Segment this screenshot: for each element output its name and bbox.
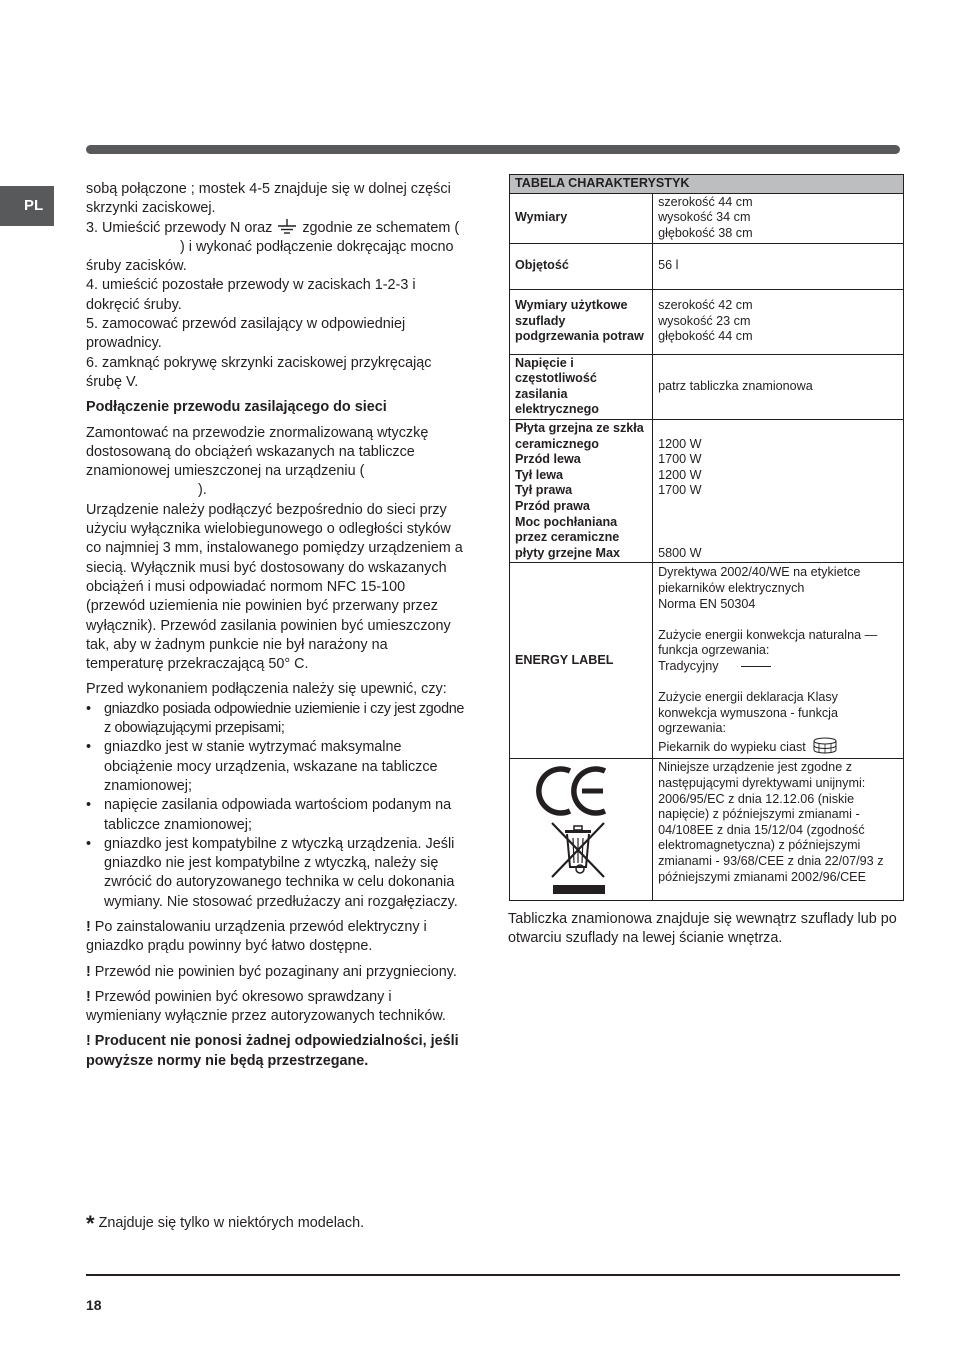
paragraph-5: 6. zamknąć pokrywę skrzynki zaciskowej przykręcając śrubę V. — [86, 354, 432, 390]
marks-cell — [510, 759, 653, 901]
row-value: szerokość 42 cm wysokość 23 cm głębokość 44 cm — [653, 289, 904, 354]
row-label: ENERGY LABEL — [510, 563, 653, 759]
table-row — [510, 289, 904, 354]
row-label: Objętość — [510, 243, 653, 289]
row-label: Wymiary — [510, 193, 653, 243]
table-title: TABELA CHARAKTERYSTYK — [510, 175, 904, 194]
warning-2: ! Przewód nie powinien być pozaginany ani przygnieciony. — [86, 963, 457, 980]
row-label: Płyta grzejna ze szkła ceramicznego Przód lewa Tył lewa Tył prawa Przód prawa Moc pochłaniana przez ceramiczne płyty grzejne Max — [510, 419, 653, 562]
page-number: 18 — [86, 1297, 102, 1313]
table-row — [510, 193, 904, 243]
table-row — [510, 243, 904, 289]
cake-icon — [812, 737, 838, 755]
table-row-compliance — [510, 759, 904, 901]
paragraph-6: Zamontować na przewodzie znormalizowaną wtyczkę dostosowaną do obciążeń wskazanych na tabliczce znamionowej umieszczonej na urządzeniu ( ). — [86, 424, 429, 499]
section-heading: Podłączenie przewodu zasilającego do sieci — [86, 399, 387, 416]
language-tab: PL — [0, 186, 54, 226]
table-row-hob — [510, 419, 904, 562]
paragraph-8: Przed wykonaniem podłączenia należy się upewnić, czy: — [86, 681, 447, 698]
left-column — [86, 180, 466, 1071]
row-label: Napięcie i częstotliwość zasilania elektrycznego — [510, 354, 653, 419]
row-value: szerokość 44 cm wysokość 34 cm głębokość 38 cm — [653, 193, 904, 243]
list-item: • gniazdko jest kompatybilne z wtyczką urządzenia. Jeśli gniazdko nie jest kompatybilne z wtyczką, należy się zwrócić do autoryzowanego technika w celu dokonania wymiany. Nie stosować przedłużaczy ani rozgałęziaczy. — [86, 835, 466, 912]
row-value: 1200 W 1700 W 1200 W 1700 W 5800 W — [653, 419, 904, 562]
footnote: * Znajduje się tylko w niektórych modelach. — [86, 1211, 365, 1236]
paragraph-7: Urządzenie należy podłączyć bezpośrednio do sieci przy użyciu wyłącznika wielobiegunowego o odległości styków co najmniej 3 mm, instalowanego pomiędzy urządzeniem a siecią. Wyłącznik musi być dostosowany do wskazanych obciążeń i musi odpowiadać normom NFC 15-100 (przewód uziemienia nie powinien być przerwany przez wyłącznik). Przewód zasilania powinien być umieszczony tak, aby w żadnym punkcie nie był narażony na temperaturę przekraczającą 50° C. — [86, 501, 463, 673]
weee-bin-icon — [548, 819, 610, 897]
specifications-table — [509, 174, 904, 901]
list-item: • gniazdko posiada odpowiednie uziemienie i czy jest zgodne z obowiązującymi przepisami; — [86, 700, 466, 739]
list-item: • napięcie zasilania odpowiada wartościom podanym na tabliczce znamionowej; — [86, 796, 466, 835]
warning-1: ! Po zainstalowaniu urządzenia przewód elektryczny i gniazdko prądu powinny być łatwo dostępne. — [86, 918, 427, 955]
warning-3: ! Przewód powinien być okresowo sprawdzany i wymieniany wyłącznie przez autoryzowanych techników. — [86, 988, 446, 1025]
ground-icon — [276, 219, 298, 235]
compliance-text: Niniejsze urządzenie jest zgodne z następującymi dyrektywami unijnymi: 2006/95/EC z dnia 12.12.06 (niskie napięcie) z późniejszymi zmianami - 04/108EE z dnia 15/12/04 (zgodność elektromagnetyczna) z późniejszymi zmianami - 93/68/CEE z dnia 22/07/93 z późniejszymi zmianami 2002/96/CEE — [653, 759, 904, 901]
table-row — [510, 354, 904, 419]
header-bar — [86, 145, 900, 154]
paragraph-2: 3. Umieścić przewody N oraz zgodnie ze schematem () i wykonać podłączenie dokręcając mocno śruby zacisków. — [86, 219, 460, 275]
paragraph-4: 5. zamocować przewód zasilający w odpowiedniej prowadnicy. — [86, 316, 406, 352]
footer-rule — [86, 1274, 900, 1276]
paragraph-1: sobą połączone ; mostek 4-5 znajduje się w dolnej części skrzynki zaciskowej. — [86, 181, 451, 217]
list-item: • gniazdko jest w stanie wytrzymać maksymalne obciążenie mocy urządzenia, wskazane na tabliczce znamionowej; — [86, 738, 466, 796]
energy-class-blank — [741, 666, 771, 667]
warning-4: ! Producent nie ponosi żadnej odpowiedzialności, jeśli powyższe normy nie będą przestrzegane. — [86, 1033, 459, 1069]
check-list — [86, 700, 466, 912]
rating-plate-note: Tabliczka znamionowa znajduje się wewnątrz szuflady lub po otwarciu szuflady na lewej ścianie wnętrza. — [508, 911, 897, 947]
row-value: Dyrektywa 2002/40/WE na etykietce piekarników elektrycznych Norma EN 50304 Zużycie energii konwekcja naturalna — funkcja ogrzewania: Tradycyjny Zużycie energii deklaracja Klasy konwekcja wymuszona - funkcja ogrzewania: Piekarnik do wypieku ciast — [653, 563, 904, 759]
table-row-energy — [510, 563, 904, 759]
table-header-row — [510, 175, 904, 194]
row-value: 56 l — [653, 243, 904, 289]
row-label: Wymiary użytkowe szuflady podgrzewania potraw — [510, 289, 653, 354]
row-value: patrz tabliczka znamionowa — [653, 354, 904, 419]
paragraph-3: 4. umieścić pozostałe przewody w zaciskach 1-2-3 i dokręcić śruby. — [86, 277, 416, 313]
